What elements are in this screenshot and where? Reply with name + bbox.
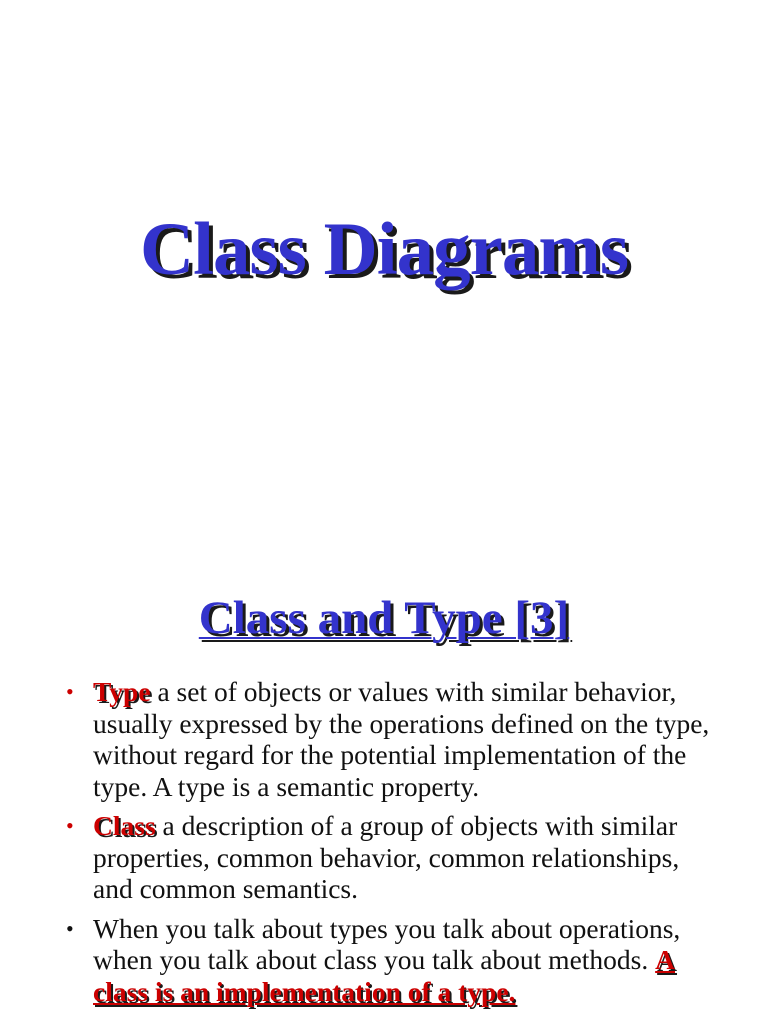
slide-title: Class Diagrams xyxy=(139,208,629,291)
term-type: Type xyxy=(93,676,151,707)
bullet-text: When you talk about types you talk about operations, when you talk about class you talk about methods. xyxy=(93,912,681,975)
bullet-class xyxy=(62,810,712,905)
bullet-emphasis: A class is an implementation of a type. xyxy=(93,944,676,1007)
bullet-dot-icon: • xyxy=(66,813,74,838)
bullet-dot-icon: • xyxy=(66,679,74,704)
bullet-text: a set of objects or values with similar behavior, usually expressed by the operations defined on the type, without regard for the potential implementation of the type. A type is a semantic property. xyxy=(93,676,710,802)
term-class: Class xyxy=(93,810,156,841)
bullet-text: a description of a group of objects with similar properties, common behavior, common relationships, and common semantics. xyxy=(93,810,680,904)
bullet-list xyxy=(62,676,712,1015)
bullet-type xyxy=(62,676,712,802)
section-title: Class and Type [3] xyxy=(198,592,570,644)
bullet-dot-icon: • xyxy=(66,915,74,941)
bullet-types-vs-classes xyxy=(62,913,712,1008)
